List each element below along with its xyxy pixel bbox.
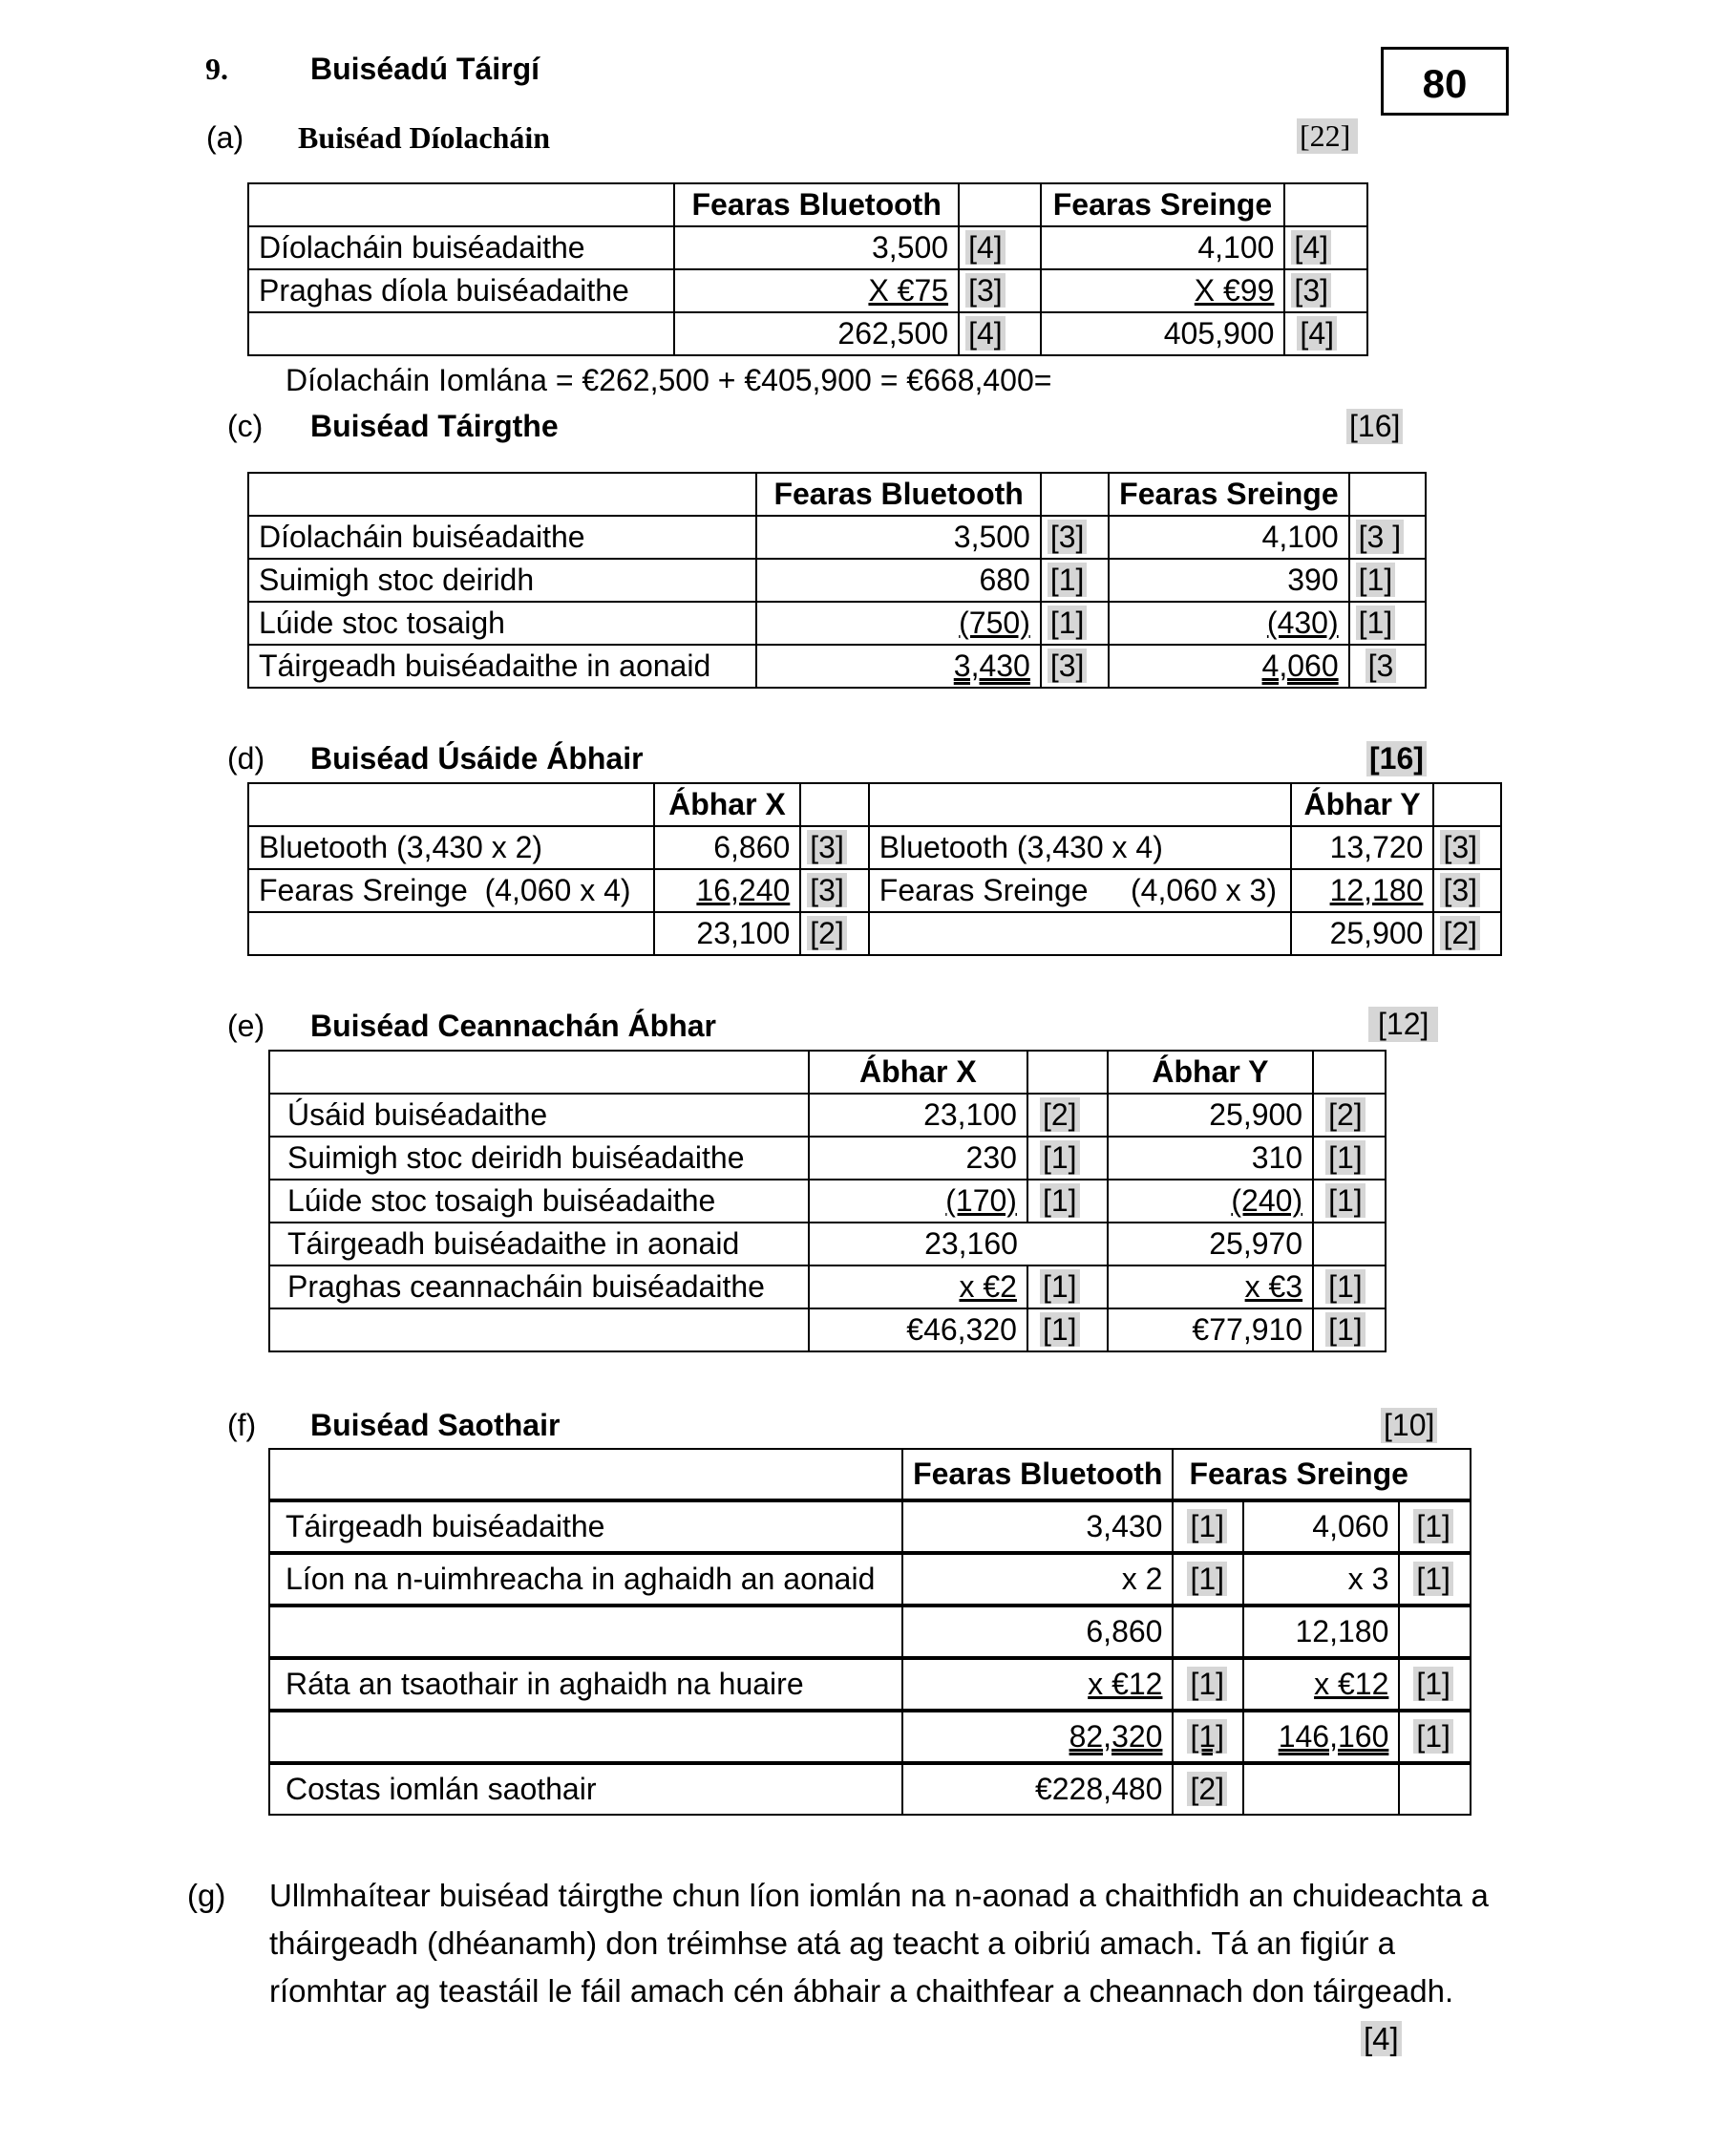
cell-value: 405,900 [1041,312,1285,355]
col-header-abhar-x: Ábhar X [809,1051,1027,1094]
row-label: Praghas díola buiséadaithe [248,269,674,312]
section-d-title: Buiséad Úsáide Ábhair [310,741,644,776]
row-label [248,312,674,355]
cell-value: 82,320 [1069,1719,1163,1754]
cell-value: 25,900 [1108,1094,1313,1137]
mark: [4] [1291,230,1331,265]
row-label: Díolacháin buiséadaithe [248,226,674,269]
table-row [269,1265,1386,1308]
cell-value: 3,430 [902,1500,1173,1553]
cell-value: 23,100 [809,1094,1027,1137]
cell-value: x €2 [959,1269,1017,1304]
section-f-label: (f) [227,1408,257,1442]
mark: [1] [1325,1140,1366,1175]
mark: [1] [1413,1562,1453,1596]
mark: [1] [1048,563,1088,597]
row-label: Úsáid buiséadaithe [269,1094,809,1137]
mark: [1] [1187,1719,1227,1754]
cell-value: (170) [945,1183,1017,1218]
cell-value: 4,100 [1109,516,1348,559]
col-header-sreinge: Fearas Sreinge [1041,183,1285,226]
col-header-bluetooth: Fearas Bluetooth [902,1449,1173,1500]
cell-value: 146,160 [1278,1719,1389,1754]
row-label: Costas iomlán saothair [269,1763,902,1815]
cell-value: 4,060 [1261,649,1339,683]
section-g-marks: [4] [1361,2021,1402,2056]
row-label [269,1606,902,1658]
cell-value: 262,500 [674,312,959,355]
row-label: Praghas ceannacháin buiséadaithe [269,1265,809,1308]
cell-value: (750) [959,606,1030,640]
mark: [1] [1187,1667,1227,1701]
cell-value: 6,860 [654,826,801,869]
row-label: Táirgeadh buiséadaithe in aonaid [269,1223,809,1265]
table-row [269,1553,1471,1606]
mark: [3] [1440,873,1480,907]
cell-value [1243,1763,1400,1815]
mark: [3] [1048,649,1088,683]
mark: [3] [1291,273,1331,308]
table-header-row [269,1051,1386,1094]
mark: [1] [1040,1183,1080,1218]
table-row [269,1180,1386,1223]
cell-value: 6,860 [902,1606,1173,1658]
table-header-row [248,473,1426,516]
col-header-bluetooth: Fearas Bluetooth [756,473,1040,516]
cell-value: 4,060 [1243,1500,1400,1553]
section-c-marks: [16] [1346,409,1403,444]
cell-value: x €12 [1088,1667,1163,1701]
cell-value: 25,970 [1108,1223,1313,1265]
table-row [248,912,1501,955]
table-row [269,1500,1471,1553]
cell-value: 12,180 [1243,1606,1400,1658]
table-row [248,869,1501,912]
cell-value: 3,500 [756,516,1040,559]
table-header-row [269,1449,1471,1500]
row-label: Lúide stoc tosaigh [248,602,756,645]
cell-value: X €99 [1194,273,1275,308]
mark [1399,1606,1471,1658]
mark: [1] [1356,563,1396,597]
row-label: Táirgeadh buiséadaithe [269,1500,902,1553]
mark: [2] [1325,1097,1366,1132]
mark [1313,1223,1386,1265]
material-purchases-table [268,1050,1387,1352]
row-label: Fearas Sreinge (4,060 x 4) [248,869,654,912]
section-a-marks: [22] [1297,118,1358,154]
cell-value: x €3 [1244,1269,1303,1304]
row-label: Táirgeadh buiséadaithe in aonaid [248,645,756,688]
section-d-label: (d) [227,741,265,776]
mark: [1] [1048,606,1088,640]
table-row [248,226,1367,269]
cell-value: 13,720 [1291,826,1434,869]
mark: [1] [1356,606,1396,640]
mark: [2] [1040,1097,1080,1132]
mark: [1] [1040,1312,1080,1347]
col-header-abhar-y: Ábhar Y [1108,1051,1313,1094]
row-label [269,1711,902,1763]
mark: [1] [1187,1509,1227,1543]
cell-value: x €12 [1314,1667,1389,1701]
mark: [3 ] [1356,520,1404,554]
total-sales-line: Díolacháin Iomlána = €262,500 + €405,900 = €668,400= [286,363,1052,397]
mark: [3] [1440,830,1480,864]
row-label: Líon na n-uimhreacha in aghaidh an aonaid [269,1553,902,1606]
question-title: Buiséadú Táirgí [310,52,540,86]
row-label [869,912,1291,955]
table-row [269,1223,1386,1265]
cell-value: €77,910 [1108,1308,1313,1351]
col-header-abhar-y: Ábhar Y [1291,783,1434,826]
table-header-row [248,183,1367,226]
production-budget-table [247,472,1427,689]
table-row [248,312,1367,355]
cell-value: (430) [1266,606,1339,640]
table-row [248,516,1426,559]
row-label: Díolacháin buiséadaithe [248,516,756,559]
table-row [248,826,1501,869]
mark: [1] [1413,1667,1453,1701]
section-g-line-3: ríomhtar ag teastáil le fáil amach cén ábhair a chaithfear a cheannach don táirgeadh. [269,1973,1454,2009]
section-g-line-2: tháirgeadh (dhéanamh) don tréimhse atá ag teacht a oibriú amach. Tá an figiúr a [269,1925,1395,1961]
cell-value: 23,100 [654,912,801,955]
row-label: Bluetooth (3,430 x 4) [869,826,1291,869]
cell-value: 23,160 [809,1223,1027,1265]
mark: [1] [1413,1719,1453,1754]
table-header-row [248,783,1501,826]
mark: [1] [1325,1312,1366,1347]
section-d-marks: [16] [1366,741,1427,776]
cell-value: 3,500 [674,226,959,269]
cell-value: 390 [1109,559,1348,602]
mark [1027,1223,1108,1265]
section-e-label: (e) [227,1009,265,1043]
mark: [1] [1325,1183,1366,1218]
question-number: 9. [205,52,228,86]
col-header-abhar-x: Ábhar X [654,783,801,826]
mark: [1] [1040,1140,1080,1175]
mark: [3 [1366,649,1397,683]
section-g-line-1: Ullmhaítear buiséad táirgthe chun líon iomlán na n-aonad a chaithfidh an chuideachta a [269,1878,1489,1913]
cell-value: x 2 [902,1553,1173,1606]
cell-value: x 3 [1243,1553,1400,1606]
row-label: Lúide stoc tosaigh buiséadaithe [269,1180,809,1223]
mark: [1] [1187,1562,1227,1596]
col-header-sreinge: Fearas Sreinge [1109,473,1348,516]
table-row [269,1308,1386,1351]
material-usage-table [247,782,1502,956]
row-label [248,912,654,955]
labour-budget-table [268,1448,1471,1816]
mark: [3] [807,830,847,864]
table-row [248,269,1367,312]
mark: [1] [1325,1269,1366,1304]
mark: [1] [1413,1509,1453,1543]
mark [1399,1763,1471,1815]
table-row [269,1763,1471,1815]
mark: [4] [1297,316,1337,351]
section-c-title: Buiséad Táirgthe [310,409,559,443]
section-g-label: (g) [187,1878,226,1913]
mark: [3] [807,873,847,907]
mark: [4] [965,230,1006,265]
table-row [248,559,1426,602]
mark: [3] [965,273,1006,308]
cell-value: 3,430 [953,649,1030,683]
cell-value: X €75 [868,273,949,308]
table-row [248,645,1426,688]
row-label: Ráta an tsaothair in aghaidh na huaire [269,1658,902,1711]
mark: [4] [965,316,1006,351]
section-c-label: (c) [227,409,264,443]
mark: [2] [1187,1772,1227,1806]
cell-value: €228,480 [902,1763,1173,1815]
table-row [269,1094,1386,1137]
sales-budget-table [247,182,1368,356]
section-e-marks: [12] [1368,1007,1438,1042]
cell-value: (240) [1231,1183,1303,1218]
cell-value: 230 [809,1137,1027,1180]
table-row [248,602,1426,645]
row-label: Fearas Sreinge (4,060 x 3) [869,869,1291,912]
mark: [2] [807,916,847,950]
row-label [269,1308,809,1351]
mark [1173,1606,1242,1658]
mark: [3] [1048,520,1088,554]
row-label: Bluetooth (3,430 x 2) [248,826,654,869]
mark: [1] [1040,1269,1080,1304]
row-label: Suimigh stoc deiridh buiséadaithe [269,1137,809,1180]
cell-value: €46,320 [809,1308,1027,1351]
row-label: Suimigh stoc deiridh [248,559,756,602]
score-box: 80 [1381,47,1509,116]
section-f-marks: [10] [1381,1408,1437,1443]
cell-value: 16,240 [696,873,791,907]
table-row [269,1606,1471,1658]
section-e-title: Buiséad Ceannachán Ábhar [310,1009,716,1043]
table-row [269,1711,1471,1763]
table-row [269,1137,1386,1180]
section-a-label: (a) [206,120,244,155]
section-f-title: Buiséad Saothair [310,1408,561,1442]
section-a-title: Buiséad Díolacháin [298,120,551,155]
cell-value: 25,900 [1291,912,1434,955]
col-header-sreinge: Fearas Sreinge [1173,1449,1471,1500]
cell-value: 12,180 [1329,873,1424,907]
col-header-bluetooth: Fearas Bluetooth [674,183,959,226]
mark: [2] [1440,916,1480,950]
cell-value: 310 [1108,1137,1313,1180]
cell-value: 4,100 [1041,226,1285,269]
cell-value: 680 [756,559,1040,602]
table-row [269,1658,1471,1711]
